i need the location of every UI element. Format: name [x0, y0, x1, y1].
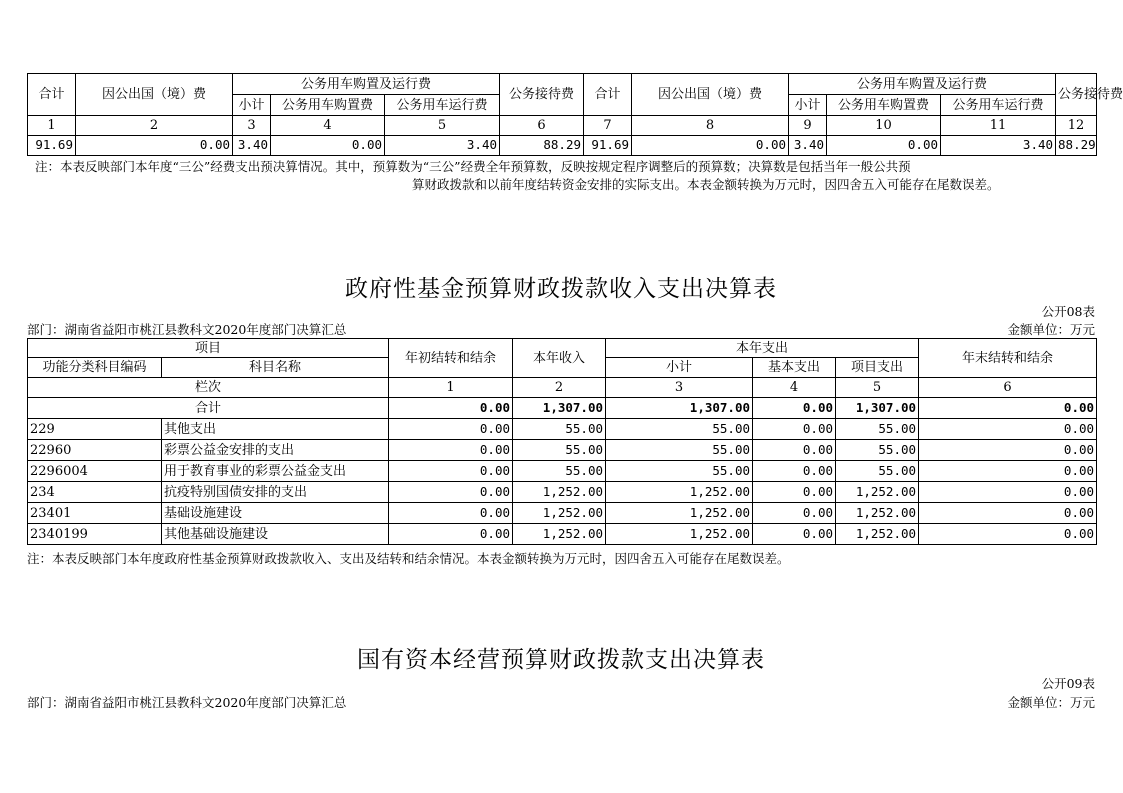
value-cell: 1,252.00 [606, 482, 753, 503]
gov-fund-rows [28, 419, 1097, 545]
value-cell: 1,252.00 [606, 524, 753, 545]
value-cell: 0.00 [753, 524, 836, 545]
value-cell: 88.29 [500, 136, 584, 156]
row-label: 栏次 [28, 378, 389, 398]
table-row [28, 482, 1097, 503]
value-cell: 0.00 [753, 503, 836, 524]
value-cell: 1,252.00 [836, 503, 919, 524]
subject-name-cell: 用于教育事业的彩票公益金支出 [162, 461, 389, 482]
func-code-cell: 23401 [28, 503, 162, 524]
col-num: 5 [836, 378, 919, 398]
header-subtotal: 小计 [606, 358, 753, 378]
value-cell: 0.00 [919, 398, 1097, 419]
header-item: 项目 [28, 339, 389, 358]
header-abroad: 因公出国（境）费 [632, 74, 789, 116]
header-abroad: 因公出国（境）费 [76, 74, 233, 116]
value-cell: 88.29 [1056, 136, 1097, 156]
subject-name-cell: 其他基础设施建设 [162, 524, 389, 545]
header-expense: 本年支出 [606, 339, 919, 358]
header-reception: 公务接待费 [500, 74, 584, 116]
value-cell: 0.00 [632, 136, 789, 156]
value-cell: 0.00 [753, 398, 836, 419]
value-cell: 0.00 [919, 503, 1097, 524]
header-func-code: 功能分类科目编码 [28, 358, 162, 378]
header-operation: 公务用车运行费 [385, 95, 500, 116]
value-cell: 0.00 [271, 136, 385, 156]
value-cell: 1,252.00 [606, 503, 753, 524]
value-cell: 1,252.00 [836, 482, 919, 503]
value-cell: 55.00 [836, 419, 919, 440]
value-cell: 55.00 [513, 461, 606, 482]
table2-code: 公开08表 [1041, 304, 1095, 319]
header-basic: 基本支出 [753, 358, 836, 378]
value-cell: 1,307.00 [606, 398, 753, 419]
col-num: 4 [271, 116, 385, 136]
header-purchase: 公务用车购置费 [827, 95, 941, 116]
table1-note-line2: 算财政拨款和以前年度结转资金安排的实际支出。本表金额转换为万元时，因四舍五入可能存在尾数误差。 [412, 177, 1000, 192]
value-cell: 1,252.00 [836, 524, 919, 545]
value-cell: 0.00 [389, 524, 513, 545]
col-num: 8 [632, 116, 789, 136]
func-code-cell: 229 [28, 419, 162, 440]
header-purchase: 公务用车购置费 [271, 95, 385, 116]
value-cell: 3.40 [385, 136, 500, 156]
value-cell: 0.00 [753, 482, 836, 503]
col-num: 10 [827, 116, 941, 136]
value-cell: 0.00 [919, 440, 1097, 461]
col-num: 6 [500, 116, 584, 136]
col-num: 11 [941, 116, 1056, 136]
value-cell: 91.69 [584, 136, 632, 156]
header-income: 本年收入 [513, 339, 606, 378]
table-row [28, 503, 1097, 524]
col-num: 6 [919, 378, 1097, 398]
col-num: 12 [1056, 116, 1097, 136]
value-cell: 3.40 [941, 136, 1056, 156]
table-row [28, 461, 1097, 482]
table2-note: 注：本表反映部门本年度政府性基金预算财政拨款收入、支出及结转和结余情况。本表金额转换为万元时，因四舍五入可能存在尾数误差。 [27, 551, 790, 566]
value-cell: 1,307.00 [836, 398, 919, 419]
column-number-row [28, 378, 1097, 398]
gov-fund-table [27, 338, 1097, 545]
header-total: 合计 [584, 74, 632, 116]
col-num: 1 [389, 378, 513, 398]
value-cell: 55.00 [836, 440, 919, 461]
func-code-cell: 2296004 [28, 461, 162, 482]
col-num: 4 [753, 378, 836, 398]
value-cell: 0.00 [919, 482, 1097, 503]
value-cell: 91.69 [28, 136, 76, 156]
header-project: 项目支出 [836, 358, 919, 378]
func-code-cell: 22960 [28, 440, 162, 461]
header-vehicle: 公务用车购置及运行费 [233, 74, 500, 95]
header-subtotal: 小计 [233, 95, 271, 116]
table2-unit: 金额单位：万元 [1007, 322, 1095, 337]
subject-name-cell: 基础设施建设 [162, 503, 389, 524]
value-cell: 0.00 [389, 503, 513, 524]
three-public-expenses-table [27, 73, 1123, 156]
value-cell: 0.00 [389, 419, 513, 440]
value-cell: 0.00 [753, 461, 836, 482]
value-cell: 0.00 [389, 461, 513, 482]
value-cell: 1,252.00 [513, 524, 606, 545]
total-row [28, 398, 1097, 419]
header-end: 年末结转和结余 [919, 339, 1097, 378]
value-cell: 0.00 [919, 419, 1097, 440]
col-num: 9 [789, 116, 827, 136]
value-cell: 0.00 [753, 440, 836, 461]
value-cell: 0.00 [389, 440, 513, 461]
header-begin: 年初结转和结余 [389, 339, 513, 378]
value-cell: 0.00 [753, 419, 836, 440]
func-code-cell: 234 [28, 482, 162, 503]
header-vehicle: 公务用车购置及运行费 [789, 74, 1056, 95]
value-cell: 3.40 [233, 136, 271, 156]
column-number-row [28, 116, 1097, 136]
subject-name-cell: 抗疫特别国债安排的支出 [162, 482, 389, 503]
table2-title: 政府性基金预算财政拨款收入支出决算表 [345, 276, 777, 302]
col-num: 1 [28, 116, 76, 136]
total-label: 合计 [28, 398, 389, 419]
col-num: 3 [606, 378, 753, 398]
table-row [28, 440, 1097, 461]
col-num: 2 [513, 378, 606, 398]
value-cell: 55.00 [836, 461, 919, 482]
value-cell: 55.00 [513, 440, 606, 461]
value-cell: 1,307.00 [513, 398, 606, 419]
table-row [28, 524, 1097, 545]
header-operation: 公务用车运行费 [941, 95, 1056, 116]
col-num: 7 [584, 116, 632, 136]
value-cell: 0.00 [919, 461, 1097, 482]
header-subject: 科目名称 [162, 358, 389, 378]
table3-dept: 部门：湖南省益阳市桃江县教科文2020年度部门决算汇总 [27, 695, 347, 710]
value-cell: 55.00 [606, 461, 753, 482]
table3-code: 公开09表 [1041, 676, 1095, 691]
col-num: 2 [76, 116, 233, 136]
header-total: 合计 [28, 74, 76, 116]
func-code-cell: 2340199 [28, 524, 162, 545]
subject-name-cell: 彩票公益金安排的支出 [162, 440, 389, 461]
value-cell: 1,252.00 [513, 503, 606, 524]
header-reception: 公务接待费 [1056, 74, 1097, 116]
value-cell: 0.00 [919, 524, 1097, 545]
value-cell: 3.40 [789, 136, 827, 156]
value-cell: 1,252.00 [513, 482, 606, 503]
value-cell: 0.00 [389, 398, 513, 419]
value-cell: 55.00 [513, 419, 606, 440]
table3-unit: 金额单位：万元 [1007, 695, 1095, 710]
table2-dept: 部门：湖南省益阳市桃江县教科文2020年度部门决算汇总 [27, 322, 347, 337]
table3-title: 国有资本经营预算财政拨款支出决算表 [357, 647, 765, 673]
subject-name-cell: 其他支出 [162, 419, 389, 440]
value-cell: 0.00 [827, 136, 941, 156]
value-cell: 0.00 [389, 482, 513, 503]
values-row [28, 136, 1097, 156]
col-num: 5 [385, 116, 500, 136]
header-subtotal: 小计 [789, 95, 827, 116]
value-cell: 55.00 [606, 419, 753, 440]
value-cell: 55.00 [606, 440, 753, 461]
value-cell: 0.00 [76, 136, 233, 156]
col-num: 3 [233, 116, 271, 136]
table1-note-line1: 注：本表反映部门本年度“三公”经费支出预决算情况。其中，预算数为“三公”经费全年预算数，反映按规定程序调整后的预算数；决算数是包括当年一般公共预 [35, 159, 911, 174]
table-row [28, 419, 1097, 440]
